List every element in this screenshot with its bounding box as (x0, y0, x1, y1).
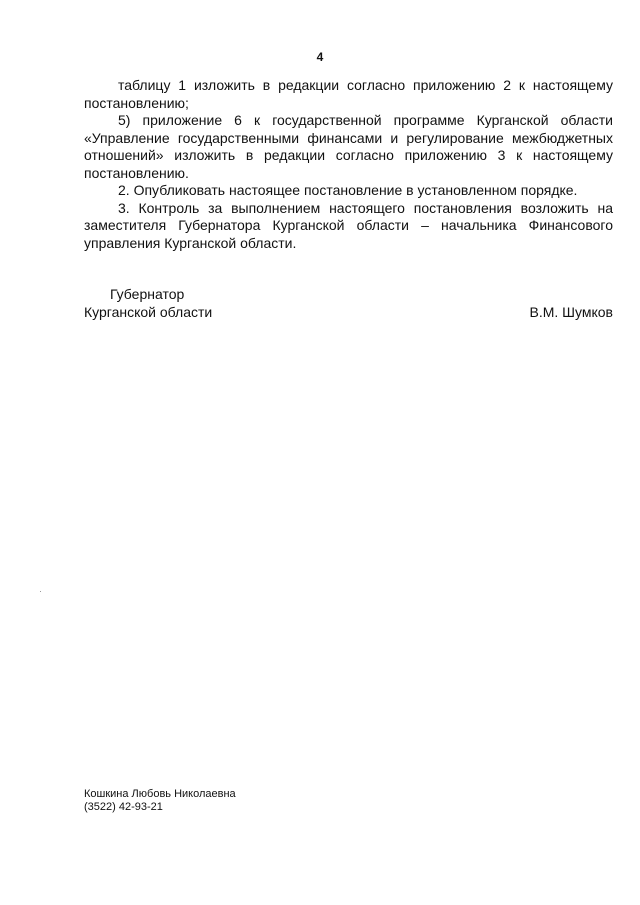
signature-row (84, 304, 613, 322)
paragraph-appendix-6: 5) приложение 6 к государственной программе Курганской области «Управление государственными финансами и регулирование межбюджетных отношений» изложить в редакции согласно приложению 3 к настоящему постановлению. (84, 112, 613, 181)
paragraph-control: 3. Контроль за выполнением настоящего постановления возложить на заместителя Губернатора Курганской области – начальника Финансового управления Курганской области. (84, 199, 613, 251)
paragraph-table-1: таблицу 1 изложить в редакции согласно приложению 2 к настоящему постановлению; (84, 77, 613, 111)
paragraph-publish: 2. Опубликовать настоящее постановление в установленном порядке. (118, 182, 578, 198)
signature-block (84, 286, 613, 321)
page-number: 4 (316, 50, 324, 64)
document-body (84, 77, 613, 252)
signature-title-governor: Губернатор (110, 286, 185, 302)
executor-info (84, 788, 236, 814)
executor-phone: (3522) 42-93-21 (84, 801, 163, 813)
signature-name: В.М. Шумков (529, 303, 613, 320)
signature-title-region: Курганской области (84, 303, 213, 320)
executor-name: Кошкина Любовь Николаевна (84, 788, 236, 800)
scan-speck (40, 591, 41, 592)
